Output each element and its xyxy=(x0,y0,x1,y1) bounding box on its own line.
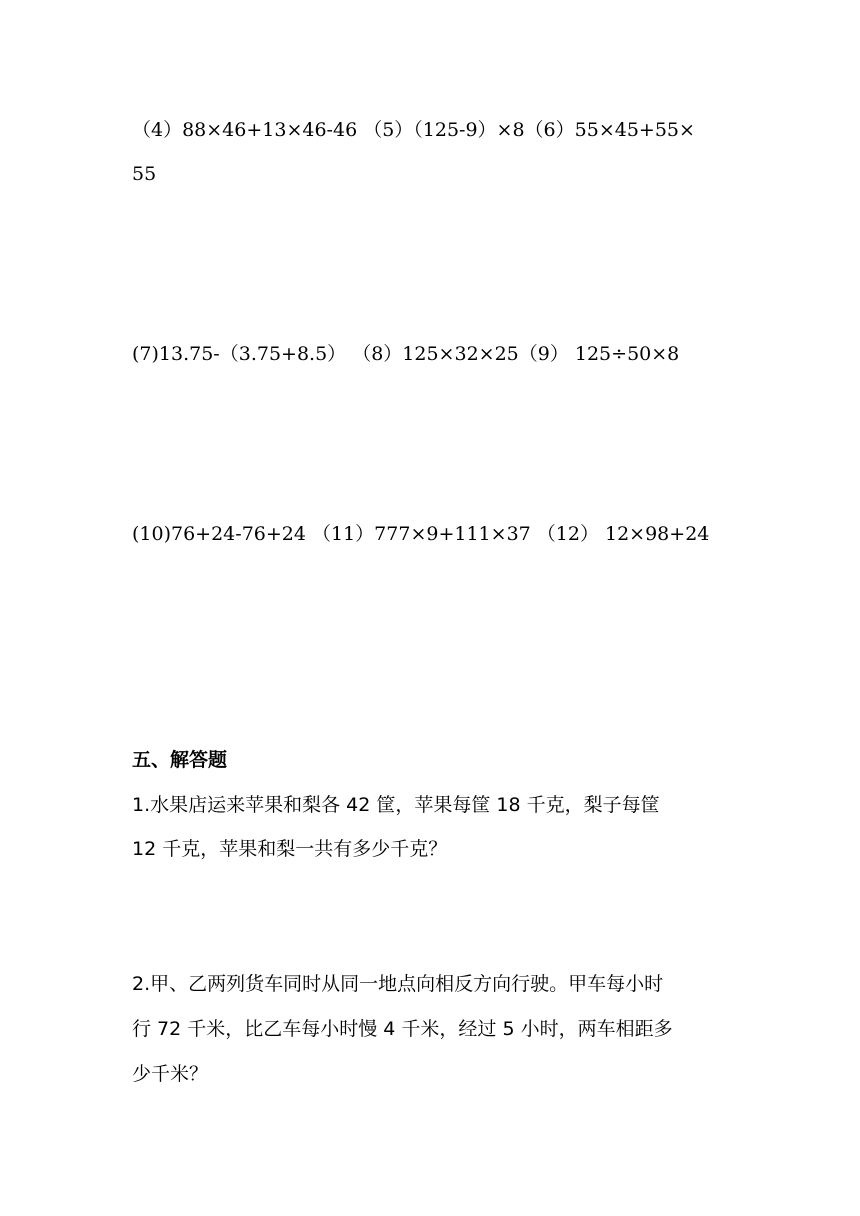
section-heading: 五、解答题 xyxy=(132,749,228,771)
calc-row-2: (7)13.75-（3.75+8.5） （8）125×32×25（9） 125÷50×8 xyxy=(132,343,680,365)
calc-row-3: (10)76+24-76+24 （11）777×9+111×37 （12） 12×98+24 xyxy=(132,523,710,545)
calc-row-1-line-2: 55 xyxy=(132,163,157,185)
question-2-line-3: 少千米？ xyxy=(132,1063,209,1085)
question-2-line-2: 行 72 千米，比乙车每小时慢 4 千米，经过 5 小时，两车相距多 xyxy=(132,1018,673,1040)
question-1-line-1: 1.水果店运来苹果和梨各 42 筐，苹果每筐 18 千克，梨子每筐 xyxy=(132,794,660,816)
calc-row-1-line-1: （4）88×46+13×46-46 （5）（125-9）×8（6）55×45+55× xyxy=(132,119,695,141)
question-1-line-2: 12 千克，苹果和梨一共有多少千克？ xyxy=(132,838,448,860)
question-2-line-1: 2.甲、乙两列货车同时从同一地点向相反方向行驶。甲车每小时 xyxy=(132,973,664,995)
